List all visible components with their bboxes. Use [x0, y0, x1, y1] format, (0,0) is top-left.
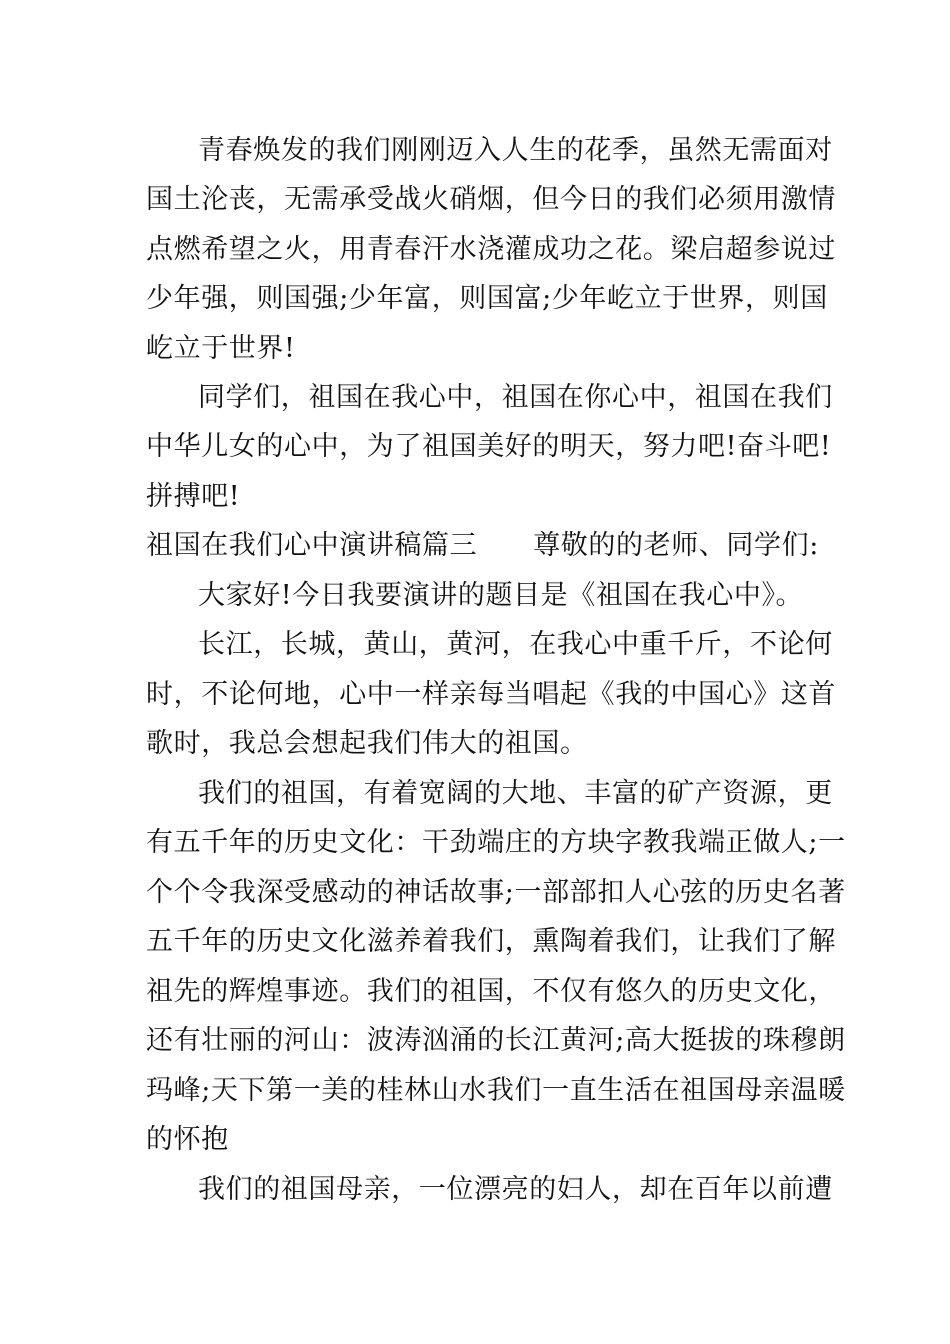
paragraph-line: 时，不论何地，心中一样亲每当唱起《我的中国心》这首: [146, 679, 836, 710]
paragraph-line: 拼搏吧!: [146, 481, 241, 512]
paragraph-line: 中华儿女的心中，为了祖国美好的明天，努力吧!奋斗吧!: [146, 431, 832, 462]
paragraph-line: 祖先的辉煌事迹。我们的祖国，不仅有悠久的历史文化，: [146, 976, 836, 1007]
greeting: 尊敬的的老师、同学们:: [533, 530, 819, 561]
paragraph-line: 五千年的历史文化滋养着我们，熏陶着我们，让我们了解: [146, 926, 836, 957]
paragraph-line: 青春焕发的我们刚刚迈入人生的花季，虽然无需面对: [198, 135, 833, 166]
paragraph-line: 还有壮丽的河山：波涛汹涌的长江黄河;高大挺拔的珠穆朗: [146, 1025, 846, 1056]
paragraph-line: 的怀抱: [146, 1124, 229, 1155]
section-title: 祖国在我们心中演讲稿篇三: [146, 530, 478, 561]
paragraph-line: 玛峰;天下第一美的桂林山水我们一直生活在祖国母亲温暖: [146, 1075, 846, 1106]
section-heading-line: [146, 526, 819, 566]
paragraph-line: 长江，长城，黄山，黄河，在我心中重千斤，不论何: [198, 629, 833, 660]
paragraph-line: 我们的祖国，有着宽阔的大地、丰富的矿产资源，更: [198, 778, 833, 809]
paragraph-line: 国土沦丧，无需承受战火硝烟，但今日的我们必须用激情: [146, 184, 836, 215]
paragraph-line: 有五千年的历史文化：干劲端庄的方块字教我端正做人;一: [146, 827, 846, 858]
paragraph-line: 歌时，我总会想起我们伟大的祖国。: [146, 728, 588, 759]
paragraph-line: 少年强，则国强;少年富，则国富;少年屹立于世界，则国: [146, 283, 828, 314]
paragraph-line: 同学们，祖国在我心中，祖国在你心中，祖国在我们: [198, 382, 833, 413]
paragraph-line: 点燃希望之火，用青春汗水浇灌成功之花。梁启超参说过: [146, 234, 836, 265]
paragraph-line: 我们的祖国母亲，一位漂亮的妇人，却在百年以前遭: [198, 1174, 833, 1205]
paragraph-line: 大家好!今日我要演讲的题目是《祖国在我心中》。: [198, 580, 804, 611]
paragraph-line: 屹立于世界!: [146, 333, 296, 364]
paragraph-line: 个个令我深受感动的神话故事;一部部扣人心弦的历史名著: [146, 877, 846, 908]
